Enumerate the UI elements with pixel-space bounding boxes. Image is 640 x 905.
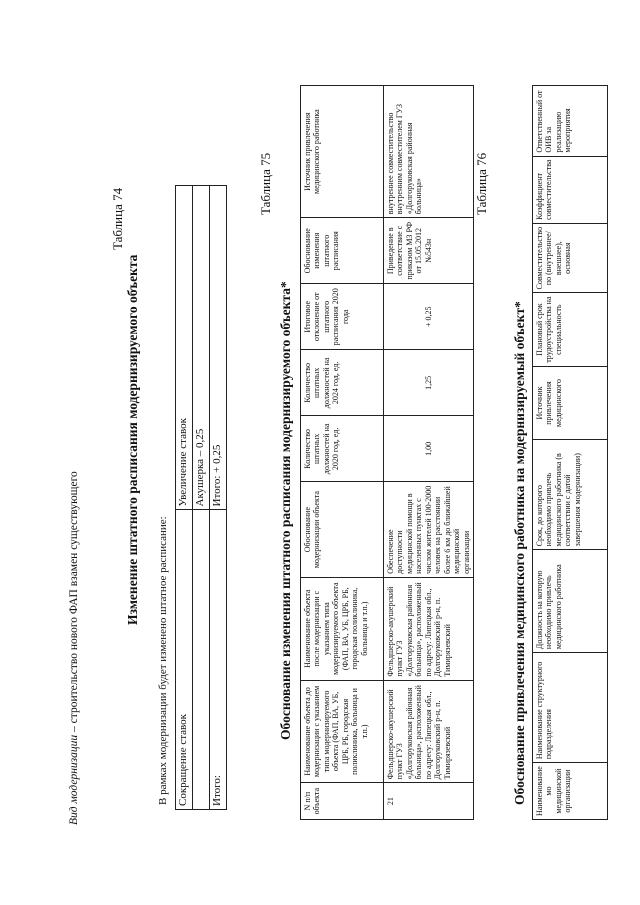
table-cell: 21 <box>384 783 474 820</box>
staffing-change-table <box>175 185 227 810</box>
table-row <box>210 186 227 810</box>
header-cell: Срок, до которого необходимо привлечь медицинского работника (в соответствии с датой завершения модернизации) <box>533 440 608 550</box>
header-cell: Наименование объекта до модернизации с указанием типа модернизируемого объекта (ФАП, ВА, УБ, ЦРБ, РБ, городская поликлиника, больница и т.п.) <box>301 680 384 783</box>
header-cell: Итоговое отклонение от штатного расписания 2020 года <box>301 284 384 350</box>
table-cell: Сокращение ставок <box>176 510 193 810</box>
table-cell: Фельдшерско-акушерский пункт ГУЗ «Долгоруковская районная больница», расположенный по адресу: Липецкая обл., Долгоруковский р-н, п. Тимирязевский <box>384 577 474 680</box>
table-cell: Приведение в соответствие с приказом МЗ РФ от 15.05.2012 №543н <box>384 218 474 284</box>
table-75-caption: Таблица 75 <box>258 152 273 215</box>
header-cell: Количество штатных должностей на 2020 год, ед. <box>301 416 384 482</box>
table-cell: внутреннее совместительство внутренним совместителем ГУЗ «Долгоруковская районная больница» <box>384 86 474 218</box>
table-cell: 1,25 <box>384 350 474 416</box>
table-74-caption: Таблица 74 <box>110 187 125 250</box>
table-cell: Итого: <box>210 510 227 810</box>
header-cell: Обоснование модернизации объекта <box>301 482 384 577</box>
header-cell: Коэффициент совместительства <box>533 156 608 223</box>
table-cell: 1,00 <box>384 416 474 482</box>
header-cell: Совместительство по (внутреннее/внешнее), основная <box>533 223 608 293</box>
modernization-type-label: Вид модернизации <box>68 734 80 825</box>
staffing-change-heading: Изменение штатного расписания модернизируемого объекта <box>125 254 140 625</box>
header-cell: Наименование мо медицинской организации <box>533 763 608 820</box>
header-cell: Ответственный от ОИВ за реализацию мероприятия <box>533 86 608 157</box>
table-row <box>176 186 193 810</box>
table-header-row <box>533 86 608 820</box>
worker-recruitment-heading: Обоснование привлечения медицинского работника на модернизируемый объект* <box>512 301 527 805</box>
table-cell <box>193 510 210 810</box>
header-cell: Наименование объекта после модернизации с указанием типа модернизируемого объекта (ФАП, ВА, УБ, ЦРБ, РБ, городская поликлиника, больница и т.п.) <box>301 577 384 680</box>
header-cell: Плановый срок трудоустройства на специальность <box>533 293 608 366</box>
table-cell: Акушерка – 0,25 <box>193 186 210 510</box>
table-cell: Увеличение ставок <box>176 186 193 510</box>
table-row <box>193 186 210 810</box>
modernization-type-line <box>68 471 80 825</box>
header-cell: Количество штатных должностей на 2024 год, ед. <box>301 350 384 416</box>
staffing-justification-table <box>300 85 474 820</box>
header-cell: Источник привлечения медицинского <box>533 366 608 439</box>
table-76-caption: Таблица 76 <box>474 152 489 215</box>
modernization-type-text: – строительство нового ФАП взамен существующего <box>68 471 80 735</box>
table-cell: Обеспечение доступности медицинской помощи в населенных пунктах с числом жителей 100-2000 человек на расстоянии более 6 км до ближайшей медицинской организации <box>384 482 474 577</box>
table-header-row <box>301 86 384 820</box>
header-cell: Обоснование изменения штатного расписания <box>301 218 384 284</box>
worker-recruitment-table <box>532 85 608 820</box>
header-cell: Наименование структурного подразделения <box>533 653 608 763</box>
staffing-change-intro: В рамках модернизации будет изменено штатное расписание: <box>157 516 169 805</box>
header-cell: Источник привлечения медицинского работника <box>301 86 384 218</box>
table-cell: Итого: + 0,25 <box>210 186 227 510</box>
staffing-justification-heading: Обоснование изменения штатного расписания модернизируемого объекта* <box>278 281 293 740</box>
table-cell: Фельдшерско-акушерский пункт ГУЗ «Долгоруковская районная больница», расположенный по адресу: Липецкая обл., Долгоруковский р-н, п. Тимирязевский <box>384 680 474 783</box>
table-row <box>384 86 474 820</box>
table-cell: + 0,25 <box>384 284 474 350</box>
header-cell: Должность на которую необходимо привлечь медицинского работника <box>533 550 608 653</box>
header-cell: N п/п объекта <box>301 783 384 820</box>
